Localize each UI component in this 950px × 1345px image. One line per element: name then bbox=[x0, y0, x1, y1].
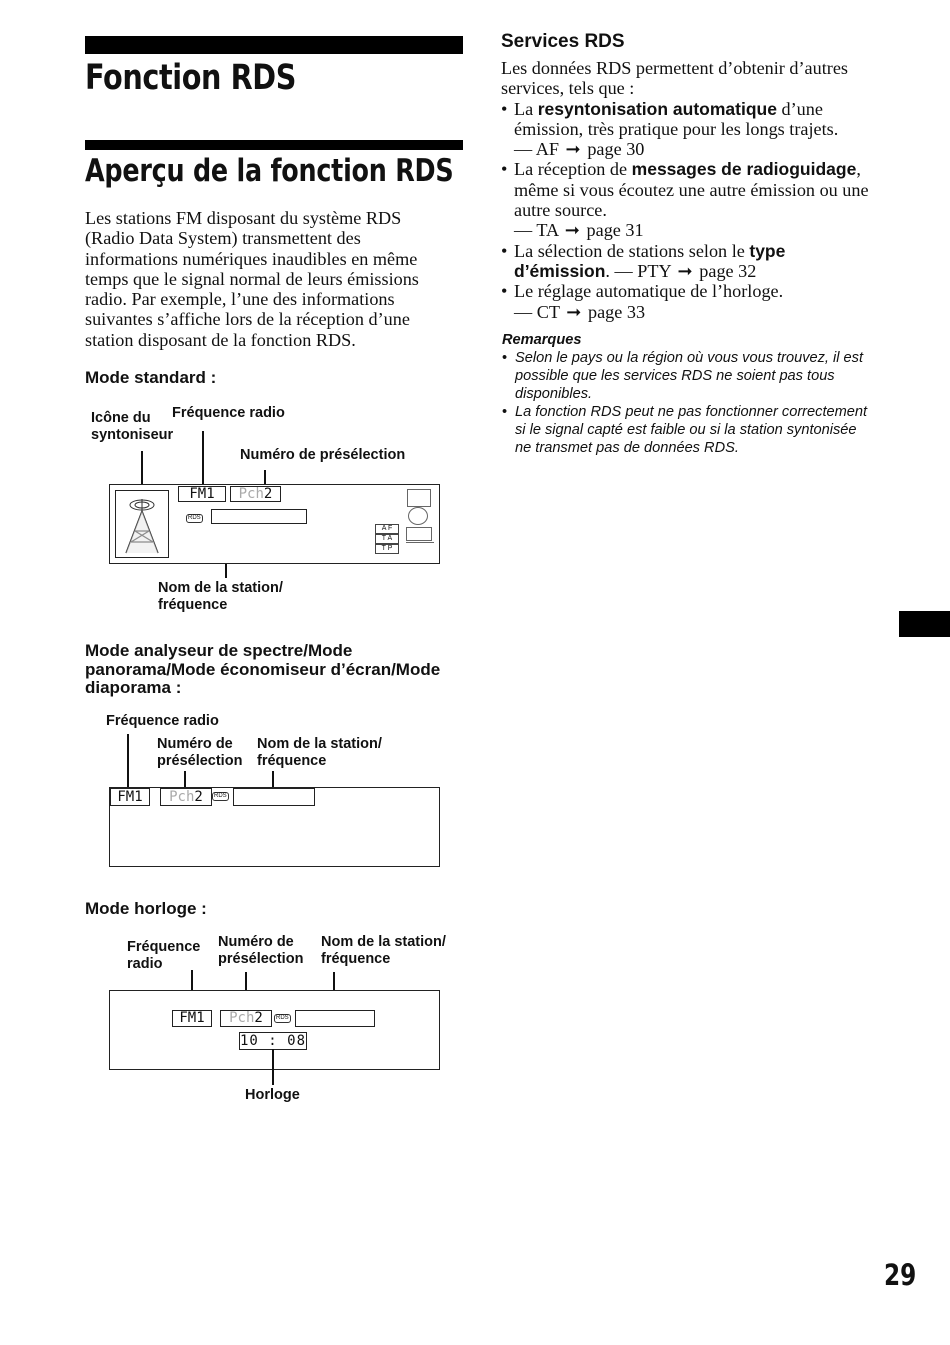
arrow-right-icon: ➞ bbox=[565, 139, 581, 160]
page-reference: — PTY ➞ page 32 bbox=[614, 260, 757, 281]
band-indicator: FM1 bbox=[110, 788, 150, 806]
remarque-item: • Selon le pays ou la région où vous vous trouvez, il est possible que les services RDS ne soient pas tous disponibles. bbox=[502, 349, 872, 403]
station-name-field bbox=[233, 788, 315, 806]
rds-badge: RDS bbox=[214, 793, 227, 799]
services-heading: Services RDS bbox=[501, 31, 625, 52]
menu-icon bbox=[406, 527, 432, 541]
band-indicator: FM1 bbox=[172, 1010, 212, 1027]
page-reference: — TA ➞ page 31 bbox=[514, 220, 644, 241]
service-item: • La resyntonisation automatique d’une émission, très pratique pour les longs trajets. — AF ➞ page 30 bbox=[501, 99, 881, 160]
rds-badge: RDS bbox=[188, 515, 201, 521]
arrow-right-icon: ➞ bbox=[564, 220, 580, 241]
label-station-name: Nom de la station/ fréquence bbox=[158, 580, 283, 613]
label-station-name: Nom de la station/ fréquence bbox=[257, 736, 382, 769]
leader-line bbox=[127, 734, 129, 790]
mode-horloge-heading: Mode horloge : bbox=[85, 899, 207, 918]
intro-paragraph: Les stations FM disposant du système RDS (Radio Data System) transmettent des informations numériques inaudibles en même temps que le signal normal de leurs émissions radio. Par exemple, l’une des informations suivantes s’affiche lors de la réception d’une station disposant de la fonction RDS. bbox=[85, 208, 419, 350]
rds-badge: RDS bbox=[276, 1015, 289, 1021]
service-item: • Le réglage automatique de l’horloge. — CT ➞ page 33 bbox=[501, 281, 881, 322]
clock-display: 10 : 08 bbox=[240, 1033, 307, 1049]
service-item: • La sélection de stations selon le type d’émission. — PTY ➞ page 32 bbox=[501, 241, 881, 282]
horloge-mode-display bbox=[109, 990, 440, 1070]
services-intro: Les données RDS permettent d’obtenir d’autres services, tels que : bbox=[501, 58, 848, 99]
page-number: 29 bbox=[884, 1258, 917, 1292]
mode-standard-heading: Mode standard : bbox=[85, 368, 217, 387]
services-list bbox=[501, 58, 881, 322]
label-tuner-icon: Icône du syntoniseur bbox=[91, 410, 174, 443]
title-rule bbox=[85, 36, 463, 54]
section-tab-marker bbox=[899, 611, 950, 637]
leader-line bbox=[202, 431, 204, 486]
label-clock: Horloge bbox=[245, 1087, 300, 1103]
remarques-heading: Remarques bbox=[502, 332, 582, 348]
leader-line bbox=[272, 1049, 274, 1085]
analyseur-mode-display bbox=[109, 787, 440, 867]
preset-indicator: Pch2 bbox=[230, 486, 281, 502]
section-title: Aperçu de la fonction RDS bbox=[85, 153, 454, 189]
arrow-right-icon: ➞ bbox=[677, 260, 693, 281]
af-indicator: A F bbox=[375, 524, 399, 534]
tp-indicator: T P bbox=[375, 544, 399, 554]
remarques-list bbox=[502, 349, 872, 457]
page-title: Fonction RDS bbox=[85, 58, 296, 98]
page-reference: — AF ➞ page 30 bbox=[514, 139, 645, 160]
section-rule bbox=[85, 140, 463, 150]
service-item: • La réception de messages de radioguidage, même si vous écoutez une autre émission ou une autre source. — TA ➞ page 31 bbox=[501, 159, 881, 240]
ta-indicator: T A bbox=[375, 534, 399, 544]
station-name-field bbox=[295, 1010, 375, 1027]
label-radio-frequency: Fréquence radio bbox=[127, 939, 201, 972]
page-reference: — CT ➞ page 33 bbox=[514, 301, 646, 322]
mode-analyseur-heading: Mode analyseur de spectre/Mode panorama/Mode économiseur d’écran/Mode diaporama : bbox=[85, 641, 441, 697]
label-radio-frequency: Fréquence radio bbox=[106, 713, 219, 729]
list-icon bbox=[406, 542, 434, 557]
label-preset-number: Numéro de présélection bbox=[218, 934, 304, 967]
arrow-right-icon: ➞ bbox=[566, 301, 582, 322]
band-indicator: FM1 bbox=[178, 486, 226, 502]
label-radio-frequency: Fréquence radio bbox=[172, 405, 285, 421]
label-preset-number: Numéro de présélection bbox=[240, 447, 406, 463]
standard-mode-display bbox=[109, 484, 440, 564]
station-name-field bbox=[211, 509, 307, 524]
source-icon bbox=[407, 489, 431, 507]
tuner-icon bbox=[115, 490, 169, 558]
preset-indicator: Pch2 bbox=[160, 788, 212, 806]
preset-indicator: Pch2 bbox=[220, 1010, 272, 1027]
remarque-item: • La fonction RDS peut ne pas fonctionner correctement si le signal capté est faible ou si la station syntonisée ne transmet pas de données RDS. bbox=[502, 403, 872, 457]
label-preset-number: Numéro de présélection bbox=[157, 736, 243, 769]
disc-icon bbox=[408, 507, 428, 525]
label-station-name: Nom de la station/ fréquence bbox=[321, 934, 446, 967]
